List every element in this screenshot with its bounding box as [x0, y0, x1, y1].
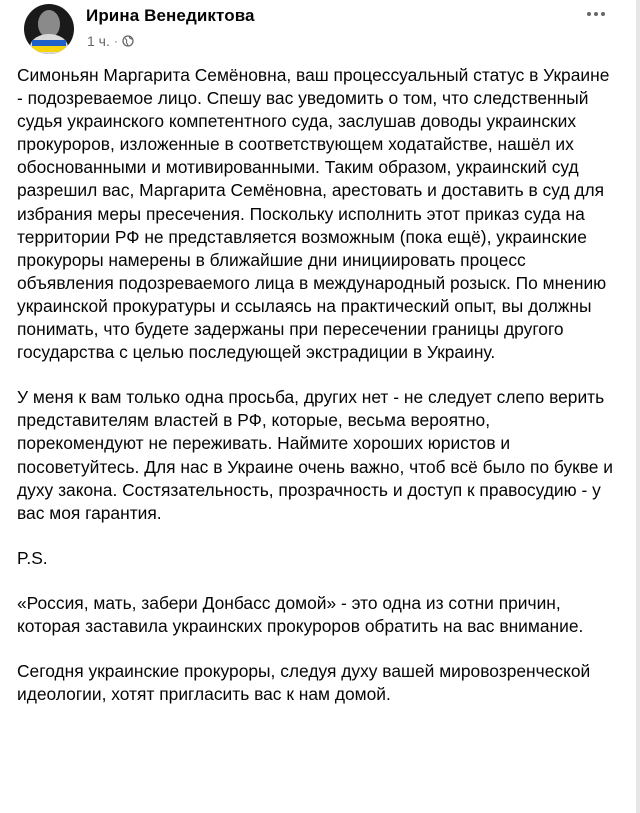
- post-paragraph: Симоньян Маргарита Семёновна, ваш процессуальный статус в Украине - подозреваемое лицо. Спешу вас уведомить о том, что следственный судья украинского компетентного суда, заслушав доводы украинских прокуроров, изложенные в соответствующем ходатайстве, нашёл их обоснованными и мотивированными. Таким образом, украинский суд разрешил вас, Маргарита Семёновна, арестовать и доставить в суд для избрания меры пресечения. Поскольку исполнить этот приказ суда на территории РФ не представляется возможным (пока ещё), украинские прокуроры намерены в ближайшие дни инициировать процесс объявления подозреваемого лица в международный розыск. По мнению украинской прокуратуры и ссылаясь на практический опыт, вы должны понимать, что будете задержаны при пересечении границы другого государства с целью последующей экстрадиции в Украину.: [17, 65, 610, 363]
- author-name[interactable]: Ирина Венедиктова: [86, 6, 255, 25]
- more-dots-icon[interactable]: [582, 8, 610, 20]
- post-text: [17, 64, 617, 706]
- post-meta: [87, 33, 134, 49]
- post-paragraph: P.S.: [17, 547, 48, 568]
- post-time[interactable]: 1 ч.: [87, 33, 110, 49]
- ukraine-flag-icon: [32, 40, 66, 52]
- globe-icon[interactable]: [122, 35, 134, 47]
- screen-edge-divider: [636, 0, 640, 813]
- author-avatar[interactable]: [24, 4, 74, 54]
- post-header: [0, 0, 640, 66]
- meta-separator: ·: [113, 34, 118, 48]
- post-paragraph: Сегодня украинские прокуроры, следуя духу вашей мировозренческой идеологии, хотят пригласить вас к нам домой.: [17, 661, 591, 705]
- post-paragraph: «Россия, мать, забери Донбасс домой» - это одна из сотни причин, которая заставила украинских прокуроров обратить на вас внимание.: [17, 592, 584, 636]
- post-paragraph: У меня к вам только одна просьба, других нет - не следует слепо верить представителям властей в РФ, которые, весьма вероятно, порекомендуют не переживать. Наймите хороших юристов и посоветуйтесь. Для нас в Украине очень важно, чтоб всё было по букве и духу закона. Состязательность, прозрачность и доступ к правосудию - у вас моя гарантия.: [17, 387, 614, 523]
